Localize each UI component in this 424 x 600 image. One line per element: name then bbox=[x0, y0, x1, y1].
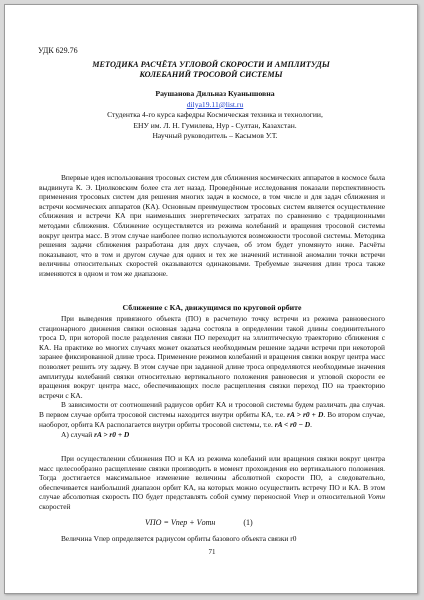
author-name: Раушанова Дильназ Куанышовна bbox=[155, 89, 275, 98]
author-block bbox=[65, 89, 365, 142]
page-number: 71 bbox=[208, 548, 216, 556]
author-affiliation-2: ЕНУ им. Л. Н. Гумилева, Нур - Султан, Казахстан. bbox=[133, 120, 297, 130]
body-text: . Во втором случае, наоборот, орбита КА располагается внутри орбиты тросовой системы, т.е. bbox=[39, 409, 385, 429]
case-a-formula: rA > r0 + D bbox=[94, 430, 130, 439]
case-a-label: А) случай bbox=[61, 430, 93, 439]
body-text: В зависимости от соотношений радиусов орбит КА и тросовой системы будем различать два случая. В первом случае орбита тросовой системы находится внутри орбиты КА, т.е. bbox=[39, 400, 385, 419]
udk-code: УДК 629.76 bbox=[38, 46, 78, 55]
v-otn-symbol: Vотн bbox=[367, 492, 386, 502]
case-a-line bbox=[61, 430, 129, 440]
section-heading: Сближение с КА, движущимся по круговой орбите bbox=[122, 303, 302, 312]
body-paragraph-1 bbox=[39, 314, 385, 429]
author-affiliation-1: Студентка 4-го курса кафедры Космическая техника и технологии, bbox=[107, 110, 323, 120]
intro-paragraph: Впервые идея использования тросовых систем для сближения космических аппаратов в космосе была выдвинута К. Э. Циолковским более ста лет назад. Проведённые исследования показали перспективность применения тросовых систем для решения многих задач в космосе, в том числе и для задач сближения и встречи космических аппаратов (КА). Основным преимуществом тросовых систем является осуществление сближения и встречи КА при наименьших энергетических затратах по сравнению с традиционными методами сближения. Сближение осуществляется из режима колебаний и вращения тросовой системы вокруг центра масс. В этом случае наиболее полно используются возможности тросовой системы. Методика решения задачи сближения разработана для двух случаев, об этом будет упомянуто ниже. Расчёты показывают, что в том и другом случае для одних и тех же значений истинной аномалии точки встречи величины относительных скоростей оказываются одинаковыми. Требуемые значения длин троса также изменяются в одном и том же диапазоне. bbox=[39, 173, 385, 278]
body-text: При выведения привязного объекта (ПО) в расчетную точку встречи из режима равновесного стационарного движения связки основная задача состояла в определении такой длины соединительного троса D, при которой после разделения связки ПО переходит на эллиптическую траекторию сближения с КА. На практике во многих случаях может оказаться необходимым решение задачи встречи при некоторой заранее фиксированной длине троса. Применение режимов колебаний и вращения связки вокруг центра масс позволяет решить эту задачу. В этом случае при заданной длине троса определяются необходимые значения амплитуды колебаний связки относительно вертикального положения равновесия и угловой скорости ее вращения вокруг центра масс, обеспечивающих после расщепления связки переход ПО на траекторию встречи с КА. bbox=[39, 314, 385, 400]
condition-formula: rA > r0 + D bbox=[287, 409, 324, 419]
article-title-line-1: МЕТОДИКА РАСЧЁТА УГЛОВОЙ СКОРОСТИ И АМПЛИТУДЫ bbox=[92, 60, 330, 69]
author-email-link[interactable]: dilya19.11@list.ru bbox=[186, 99, 244, 109]
scientific-advisor: Научный руководитель – Касымов У.Т. bbox=[152, 131, 278, 141]
v-per-symbol: Vпер bbox=[293, 492, 309, 502]
body-text: При осуществлении сближения ПО и КА из режима колебаний или вращения связки вокруг центра масс целесообразно расщепление связки производить в момент прохождения ею вертикального положения. Тогда достигается максимальное изменение величины абсолютной скорости ПО, а следовательно, обеспечивается наибольший диапазон орбит КА, на которых можно осуществить встречу ПО и КА. В этом случае абсолютная скорость ПО будет представлять собой сумму переносной bbox=[39, 454, 385, 502]
body-paragraph-3: Величина Vпер определяется радиусом орбиты базового объекта связки r0 bbox=[61, 534, 297, 543]
equation-1 bbox=[145, 518, 253, 528]
body-text: . bbox=[310, 419, 312, 429]
equation-number: (1) bbox=[243, 518, 253, 527]
article-title-line-2: КОЛЕБАНИЙ ТРОСОВОЙ СИСТЕМЫ bbox=[139, 70, 283, 79]
body-paragraph-2 bbox=[39, 454, 385, 512]
body-text: и относительной bbox=[311, 492, 366, 502]
body-text: скоростей bbox=[39, 501, 71, 511]
condition-formula: rA < r0 − D bbox=[274, 419, 311, 429]
document-page bbox=[4, 4, 418, 594]
equation-body: VПО = Vпер + Vотн bbox=[145, 518, 216, 527]
